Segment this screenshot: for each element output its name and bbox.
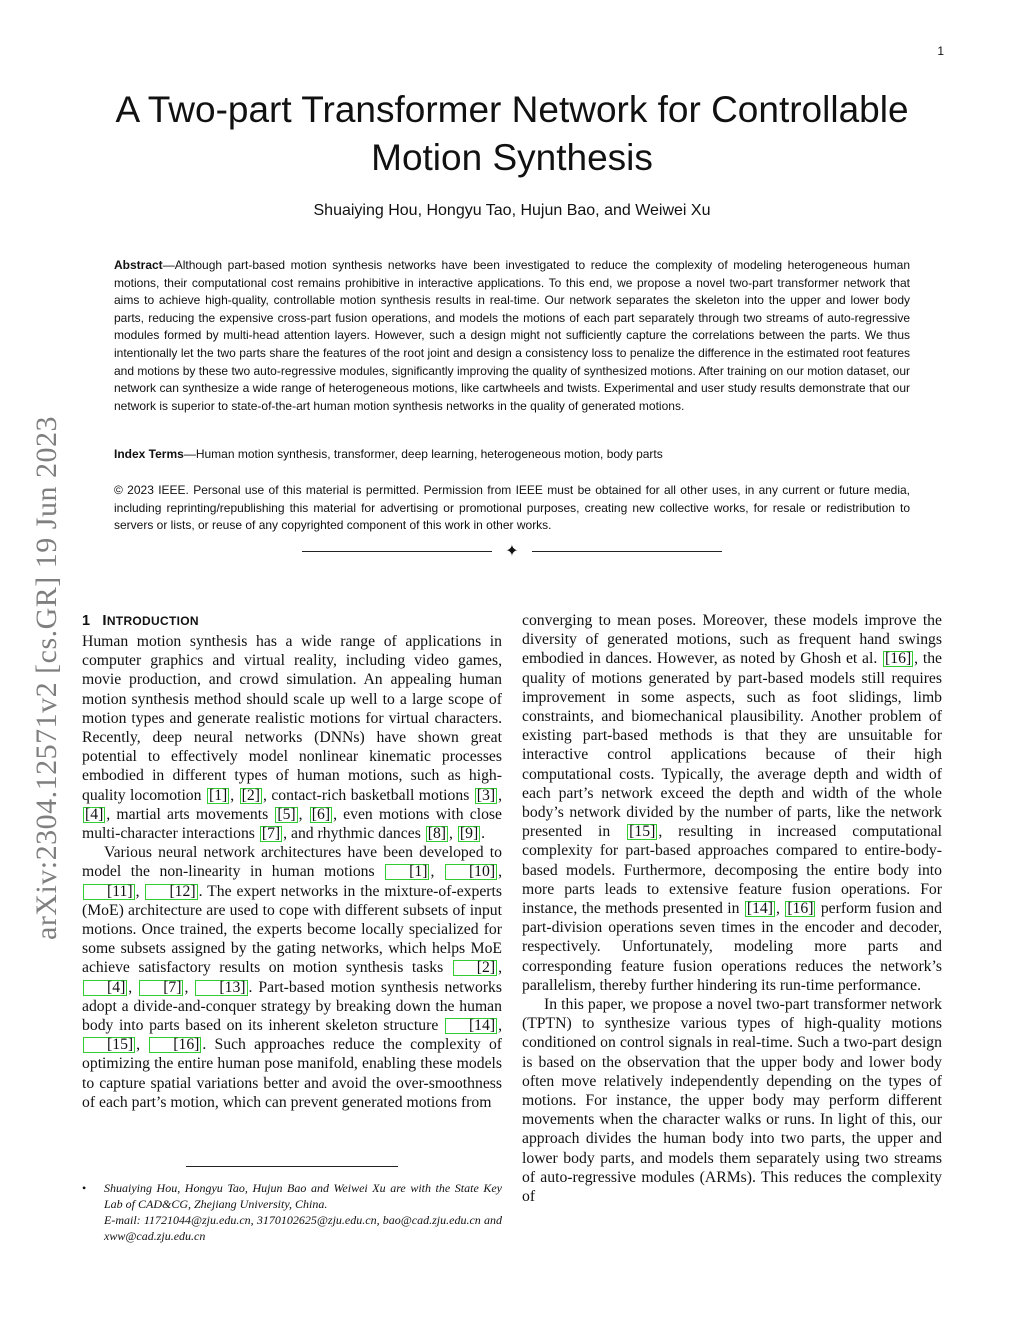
citation-link[interactable]: [12] [145,884,197,900]
title-line-2: Motion Synthesis [371,137,653,178]
page-number: 1 [937,44,944,58]
index-terms-label: Index Terms [114,447,184,461]
citation-link[interactable]: [14] [746,900,773,918]
citation-link[interactable]: [3] [476,786,496,804]
paragraph: In this paper, we propose a novel two-part transformer network (TPTN) to synthesize various types of high-quality motions conditioned on control signals in real-time. Such a two-part design is based on the observation that the upper body and lower body often move relatively independently depending on the types of motions. For instance, the upper body may perform different movements when the character walks or runs. In light of this, our approach divides the human body into two parts, the upper and lower body parts, and models them separately using two streams of auto-regressive modules (ARMs). This reduces the complexity of [522,996,942,1206]
footnote-rule [186,1166,398,1167]
separator-line-left [302,551,492,552]
section-separator [302,543,722,559]
citation-link[interactable]: [6] [311,805,331,823]
arxiv-identifier[interactable]: arXiv:2304.12571v2 [cs.GR] 19 Jun 2023 [30,416,63,940]
citation-link[interactable]: [14] [445,1018,497,1034]
citation-link[interactable]: [1] [385,864,429,880]
paragraph: converging to mean poses. Moreover, these models improve the diversity of generated motions, such as frequent hand swings embodied in dances. However, as noted by Ghosh et al. [16] , the quality of motions generated by part-based models still requires improvement in some aspects, such as foot slidings, limb constraints, and biomechanical plausibility. Another problem of existing part-based methods is that they are unsuitable for interactive control applications because of their high computational costs. Typically, the average depth and width of each part’s network exceed the depth and width of the whole body’s network divided by the number of parts, like the network presented in [15] , resulting in increased computational complexity for part-based approaches compared to entire-body-based models. Furthermore, decomposing the entire body into more parts leads to extensive feature fusion operations. For instance, the methods presented in [14] , [16] perform fusion and part-division operations seven times in the encoder and decoder, respectively. Unfortunately, modeling more parts and corresponding feature fusion operations reduces the network’s parallelism, thereby further hindering its run-time performance. [522,612,943,994]
citation-link[interactable]: [16] [885,650,912,668]
citation-link[interactable]: [2] [453,960,497,976]
paragraph: Human motion synthesis has a wide range of applications in computer graphics and virtual reality, including video games, movie production, and crowd simulation. An appealing human motion synthesis method should scale up well to a large scope of motion types and generate realistic motions for virtual characters. Recently, deep neural networks (DNNs) have shown great potential to effectively model nonlinear kinematic processes embodied in different types of human motions, such as high-quality locomotion [1] , [2] , contact-rich basketball motions [3] , [4] , martial arts movements [5] , [6] , even motions with close multi-character interactions [7] , and rhythmic dances [8] , [9] . [82,633,503,843]
citation-link[interactable]: [1] [208,786,228,804]
copyright-notice: © 2023 IEEE. Personal use of this material is permitted. Permission from IEEE must be obtained for all other uses, in any current or future media, including reprinting/republishing this material for advertising or promotional purposes, creating new collective works, for resale or redistribution to servers or lists, or reuse of any copyrighted component of this work in other works. [114,483,910,533]
citation-link[interactable]: [7] [139,980,183,996]
footnote-body [104,1180,502,1244]
abstract-label: Abstract [114,258,163,272]
citation-link[interactable]: [4] [85,805,104,823]
footnote-email: E-mail: 11721044@zju.edu.cn, 3170102625@zju.edu.cn, bao@cad.zju.edu.cn and xww@cad.zju.edu.cn [104,1213,502,1243]
citation-link[interactable]: [5] [277,805,296,823]
section-number: 1 [82,613,91,629]
citation-link[interactable]: [7] [261,825,281,843]
index-terms [114,446,910,464]
abstract [114,257,910,415]
title-line-1: A Two-part Transformer Network for Controllable [115,89,909,130]
right-column [522,611,942,1206]
paper-title [80,86,944,182]
paragraph: Various neural network architectures have been developed to model the non-linearity in human motions [1] , [10] , [11] , [12] . The expert networks in the mixture-of-experts (MoE) architecture are used to cope with different subsets of input motions. Once trained, the experts become locally specialized for some subsets assigned by the gating networks, which helps MoE achieve satisfactory results on motion synthesis tasks [2] , [4] , [7] , [13] . Part-based motion synthesis networks adopt a divide-and-conquer strategy by breaking down the human body into parts based on its inherent skeleton structure [14] , [15] , [16] . Such approaches reduce the complexity of optimizing the entire human pose manifold, enabling these models to capture spatial variations better and avoid the over-smoothness of each part’s motion, which can prevent generated motions from [82,844,503,1111]
section-heading [82,611,502,630]
author-list: Shuaiying Hou, Hongyu Tao, Hujun Bao, and Weiwei Xu [313,202,711,219]
citation-link[interactable]: [11] [83,884,135,900]
citation-link[interactable]: [15] [629,823,656,841]
separator-line-right [532,551,722,552]
bullet-icon: • [82,1181,87,1195]
citation-link[interactable]: [10] [445,864,497,880]
citation-link[interactable]: [9] [459,825,479,843]
left-column [82,611,502,1112]
index-terms-text: —Human motion synthesis, transformer, deep learning, heterogeneous motion, body parts [183,447,663,461]
citation-link[interactable]: [16] [149,1037,201,1053]
citation-link[interactable]: [4] [83,980,127,996]
section-title-initial: I [102,612,107,629]
citation-link[interactable]: [13] [195,980,247,996]
citation-link[interactable]: [2] [241,786,260,804]
footnote-affiliation: Shuaiying Hou, Hongyu Tao, Hujun Bao and Weiwei Xu are with the State Key Lab of CAD&CG, Zhejiang University, China. [104,1181,502,1211]
citation-link[interactable]: [16] [787,900,814,918]
section-title-rest: NTRODUCTION [106,614,199,628]
star-icon: ✦ [505,541,519,560]
citation-link[interactable]: [15] [83,1037,135,1053]
author-affiliation-footnote [82,1180,502,1244]
citation-link[interactable]: [8] [427,825,447,843]
abstract-text: —Although part-based motion synthesis networks have been investigated to reduce the complexity of modeling heterogeneous human motions, their computational cost remains prohibitive in interactive applications. To this end, we propose a novel two-part transformer network that aims to achieve high-quality, controllable motion synthesis results in real-time. Our network separates the skeleton into the upper and lower body parts, reducing the expensive cross-part fusion operations, and models the motions of each part separately through two streams of auto-regressive modules formed by multi-head attention layers. However, such a design might not sufficiently capture the correlations between the parts. We thus intentionally let the two parts share the features of the root joint and design a consistency loss to penalize the difference in the estimated root features and motions by these two auto-regressive modules, significantly improving the quality of synthesized motions. After training on our motion dataset, our network can synthesize a wide range of heterogeneous motions, like cartwheels and twists. Experimental and user study results demonstrate that our network is superior to state-of-the-art human motion synthesis networks in the quality of generated motions. [114,258,910,413]
